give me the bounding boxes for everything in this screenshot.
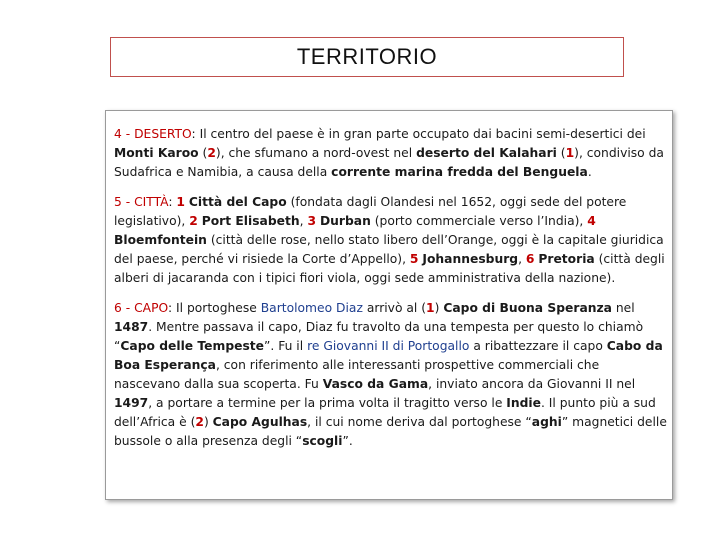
text-segment: : Il centro del paese è in gran parte occupato dai bacini semi-desertici dei (191, 127, 646, 141)
text-segment: aghi (531, 415, 562, 429)
text-segment: ”. Fu il (264, 339, 308, 353)
text-segment: re Giovanni II di Portogallo (307, 339, 470, 353)
title-box (110, 37, 624, 77)
text-segment: 2 (189, 214, 198, 228)
text-segment: Capo di Buona Speranza (443, 301, 612, 315)
text-segment: (fondata dagli Olandesi nel 1652, oggi sede del potere legislativo), (114, 195, 627, 228)
text-segment: corrente marina fredda del Benguela (331, 165, 588, 179)
text-segment: : Il portoghese (167, 301, 261, 315)
text-segment: ( (556, 146, 566, 160)
text-segment: nel (611, 301, 635, 315)
text-segment: , con riferimento alle interessanti prospettive commerciali che nascevano dalla sua scoperta. Fu (114, 358, 600, 391)
text-segment: ( (198, 146, 208, 160)
text-segment: . Il punto più a sud dell’Africa è ( (114, 396, 656, 429)
paragraph-citta (114, 193, 668, 288)
text-segment: . Mentre passava il capo, Diaz fu travolto da una tempesta per questo lo chiamò “ (114, 320, 644, 353)
text-segment: Vasco da Gama (322, 377, 429, 391)
text-segment: 1 (176, 195, 185, 209)
text-segment: Bloemfontein (114, 233, 207, 247)
text-segment: (città delle rose, nello stato libero dell’Orange, oggi è la capitale giuridica del paese, perché vi risiede la Corte d’Appello), (114, 233, 664, 266)
text-segment: ), che sfumano a nord-ovest nel (215, 146, 417, 160)
paragraph-capo (114, 299, 668, 451)
text-segment: (porto commerciale verso l’India), (370, 214, 588, 228)
text-segment: Cabo da Boa Esperança (114, 339, 663, 372)
page-title: TERRITORIO (296, 44, 438, 69)
text-segment: 1497 (114, 396, 149, 410)
text-segment: , a portare a termine per la prima volta il tragitto verso le (148, 396, 507, 410)
text-segment: . (587, 165, 592, 179)
text-segment: 2 (195, 415, 204, 429)
text-segment: 6 (525, 252, 535, 266)
text-segment: Johannesburg (422, 252, 519, 266)
content-box (105, 110, 673, 500)
text-segment: Capo Agulhas (212, 415, 308, 429)
text-segment: ”. (342, 434, 353, 448)
text-segment: 4 (587, 214, 596, 228)
text-segment: 6 - CAPO (114, 301, 168, 315)
text-segment: Città del Capo (188, 195, 287, 209)
text-segment: scogli (302, 434, 343, 448)
text-segment: ” magnetici delle bussole o alla presenza degli “ (114, 415, 667, 448)
text-segment: ) (434, 301, 444, 315)
text-segment: 1487 (114, 320, 149, 334)
text-segment: 2 (207, 146, 216, 160)
text-segment: ) (203, 415, 213, 429)
text-segment: deserto del Kalahari (416, 146, 557, 160)
text-segment: Indie (506, 396, 541, 410)
text-segment: (città degli alberi di jacaranda con i tipici fiori viola, oggi sede amministrativa della nazione). (114, 252, 665, 285)
text-segment: , inviato ancora da Giovanni II nel (428, 377, 636, 391)
text-segment: arrivò al ( (362, 301, 427, 315)
text-segment: 3 (307, 214, 317, 228)
text-segment: Durban (319, 214, 371, 228)
text-segment: Pretoria (538, 252, 595, 266)
paragraph-deserto (114, 125, 668, 182)
text-segment: 5 - CITTÀ (114, 195, 169, 209)
text-segment: , (299, 214, 308, 228)
text-segment: , (518, 252, 526, 266)
text-segment: Capo delle Tempeste (120, 339, 265, 353)
text-segment: 5 (409, 252, 419, 266)
text-segment: Port Elisabeth (201, 214, 300, 228)
text-segment: 4 - DESERTO (114, 127, 192, 141)
text-segment: ), condiviso da Sudafrica e Namibia, a causa della (114, 146, 664, 179)
text-segment: 1 (565, 146, 575, 160)
text-segment: 1 (426, 301, 435, 315)
text-segment: Bartolomeo Diaz (260, 301, 363, 315)
text-segment: , il cui nome deriva dal portoghese “ (307, 415, 532, 429)
text-segment: : (168, 195, 177, 209)
text-segment: a ribattezzare il capo (469, 339, 607, 353)
text-segment: Monti Karoo (114, 146, 199, 160)
